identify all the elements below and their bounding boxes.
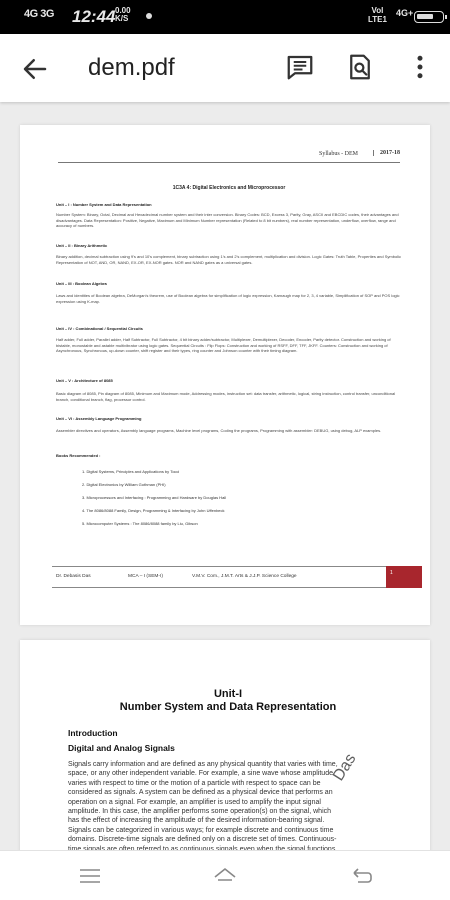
menu-icon[interactable] — [78, 865, 102, 887]
paragraph-line: amplitude. In this case, the amplifier performs some operation(s) on the signal, which — [68, 808, 332, 816]
data-speed-value: 0.00 — [115, 6, 131, 15]
unit-paragraph: Binary addition, decimal subtraction using 9's and 10's complement, binary subtraction using 1's and 2's complement, multiplication and division. Logic Gates: Truth Table, Properties and Symbolic Representation of NOT, AND, OR, NAND, EX-OR, EX-NOR gates. NOR and NAND gates as a universal gates. — [56, 254, 401, 265]
header-rule — [58, 162, 400, 163]
signal-strength: 4G+ — [396, 8, 414, 18]
battery-icon — [414, 11, 444, 23]
paragraph-line: considered as signals. A system can be defined as a physical device that performs an — [68, 789, 333, 797]
page-number-box: 1 — [386, 566, 422, 588]
unit-paragraph: Number System: Binary, Octal, Decimal and Hexadecimal number system and their inter conversion. Binary Codes: BCD, Excess 3, Parity, Gray, ASCII and EBCDIC codes, their advantages and disadvantages. Data Representation: Positive, Negative, Maximum and Minimum Number representation (Related to 8 bit numbers), real number representation, underflow, overflow, range and accuracy of numbers. — [56, 212, 399, 229]
page-footer — [52, 566, 402, 588]
paragraph-line: domains. Discrete-time signals are defined only on a discrete set of times. Continuous- — [68, 836, 337, 844]
comment-icon[interactable] — [285, 52, 315, 82]
footer-college: V.M.V. Com., J.M.T. Arts & J.J.P. Science College — [192, 574, 297, 579]
page-header — [58, 150, 400, 164]
status-bar — [0, 0, 450, 34]
unit-paragraph: Half adder, Full adder, Parallel adder, Half Subtractor, Full Subtractor, 4 bit binary adder/subtractor, Multiplexer, Demultiplexer, Decoder, Encoder, Parity detector. Construction and working of bistable, monostable and astable multivibrator using logic gates. Sequential Circuits : Flip Flops: Construction and working of RSFF, DFF, TFF, JKFF. Counters: Construction and working of Asynchronous, Synchronous, up-down counter, shift register and their types, ring counter and Johnson counter with their timing diagram. — [56, 337, 391, 354]
paragraph-line: has the effect of increasing the amplitude of the desired information-bearing signal. — [68, 817, 325, 825]
paragraph-line: Signals carry information and are defined as any physical quantity that varies with time, — [68, 761, 338, 768]
data-speed-unit: K/S — [115, 14, 129, 23]
navigation-bar — [0, 850, 450, 900]
paragraph-line: operation on a signal. For example, an amplifier is used to amplify the input signal — [68, 798, 321, 806]
header-subject: Syllabus - DEM — [319, 151, 358, 157]
back-arrow-icon[interactable] — [20, 54, 50, 84]
unit-label: Unit-I — [213, 688, 243, 700]
pdf-page-1[interactable] — [20, 125, 430, 625]
volte-top: Vol — [371, 6, 384, 15]
books-heading: Books Recommended : — [56, 453, 101, 458]
unit-paragraph: Assembler directives and operators, Assembly language programs, Machine level programs, Coding the programs, Programming with assembler: DEBUG, using debug, ALP examples. — [56, 428, 382, 433]
subsection-heading: Digital and Analog Signals — [68, 743, 175, 753]
home-icon[interactable] — [213, 865, 237, 887]
back-icon[interactable] — [350, 865, 374, 887]
network-indicator: 4G 3G — [24, 8, 54, 20]
unit-heading: Unit – I : Number System and Data Representation — [56, 202, 152, 207]
paragraph-line: space, or any other independent variable. For example, a sine wave whose amplitude — [68, 770, 333, 778]
watermark: Das — [330, 750, 360, 785]
book-item: 4. The 8086/8088 Family, Design, Programming & Interfacing by John Uffenbeck — [82, 508, 225, 513]
unit-title: Number System and Data Representation — [119, 701, 337, 713]
unit-heading: Unit – II : Binary Arithmetic — [56, 243, 108, 248]
book-item: 2. Digital Electronics by William Gothman (PHI) — [82, 482, 166, 487]
syllabus-title: 1C3A 4: Digital Electronics and Microprocessor — [172, 185, 286, 191]
unit-heading: Unit – III : Boolean Algebra — [56, 281, 107, 286]
paragraph-line: Signals can be categorized in various ways; for example discrete and continuous time — [68, 826, 334, 834]
data-speed — [115, 7, 131, 23]
section-heading: Introduction — [68, 728, 118, 738]
book-item: 3. Microprocessors and Interfacing : Programming and Hardware by Douglas Hall — [82, 495, 227, 500]
unit-heading: Unit – IV : Combinational / Sequential Circuits — [56, 326, 143, 331]
volte-indicator — [368, 6, 387, 24]
clock: 12:44 — [72, 7, 116, 26]
document-title: dem.pdf — [88, 54, 175, 81]
unit-heading: Unit – VI : Assembly Language Programming — [56, 416, 142, 421]
app-bar — [0, 34, 450, 102]
book-item: 1. Digital Systems, Principles and Applications by Tocci — [82, 469, 180, 474]
paragraph-line: varies with respect to time or the motion of a particle with respect to space can be — [68, 779, 321, 787]
pdf-page-2[interactable] — [20, 640, 430, 860]
unit-paragraph: Laws and identities of Boolean algebra, DeMorgan's theorem, use of Boolean algebra for simplification of logic expression, Karnaugh map for 2, 3, 4 variable, Simplification of SOP and POS logic expression using K-map. — [56, 293, 400, 304]
unit-paragraph: Basic diagram of 8085, Pin diagram of 8085, Minimum and Maximum mode, Addressing modes, instruction set: data transfer, arithmetic, logical, string instruction, control transfer, unconditional branch, conditional branch, flag, processor control. — [56, 391, 396, 402]
unit-heading: Unit – V : Architecture of 8085 — [56, 378, 113, 383]
footer-author: Dr. Debasis Das — [56, 574, 91, 579]
book-item: 5. Microcomputer Systems : The 8086/8088 family by Liu, Gibson — [82, 521, 198, 526]
search-page-icon[interactable] — [345, 52, 375, 82]
footer-course: MCA – I (SEM-I) — [128, 574, 163, 579]
volte-bottom: LTE1 — [368, 15, 387, 24]
header-year: 2017-18 — [373, 150, 400, 156]
notification-dot-icon — [146, 13, 152, 19]
more-vert-icon[interactable] — [405, 52, 435, 82]
